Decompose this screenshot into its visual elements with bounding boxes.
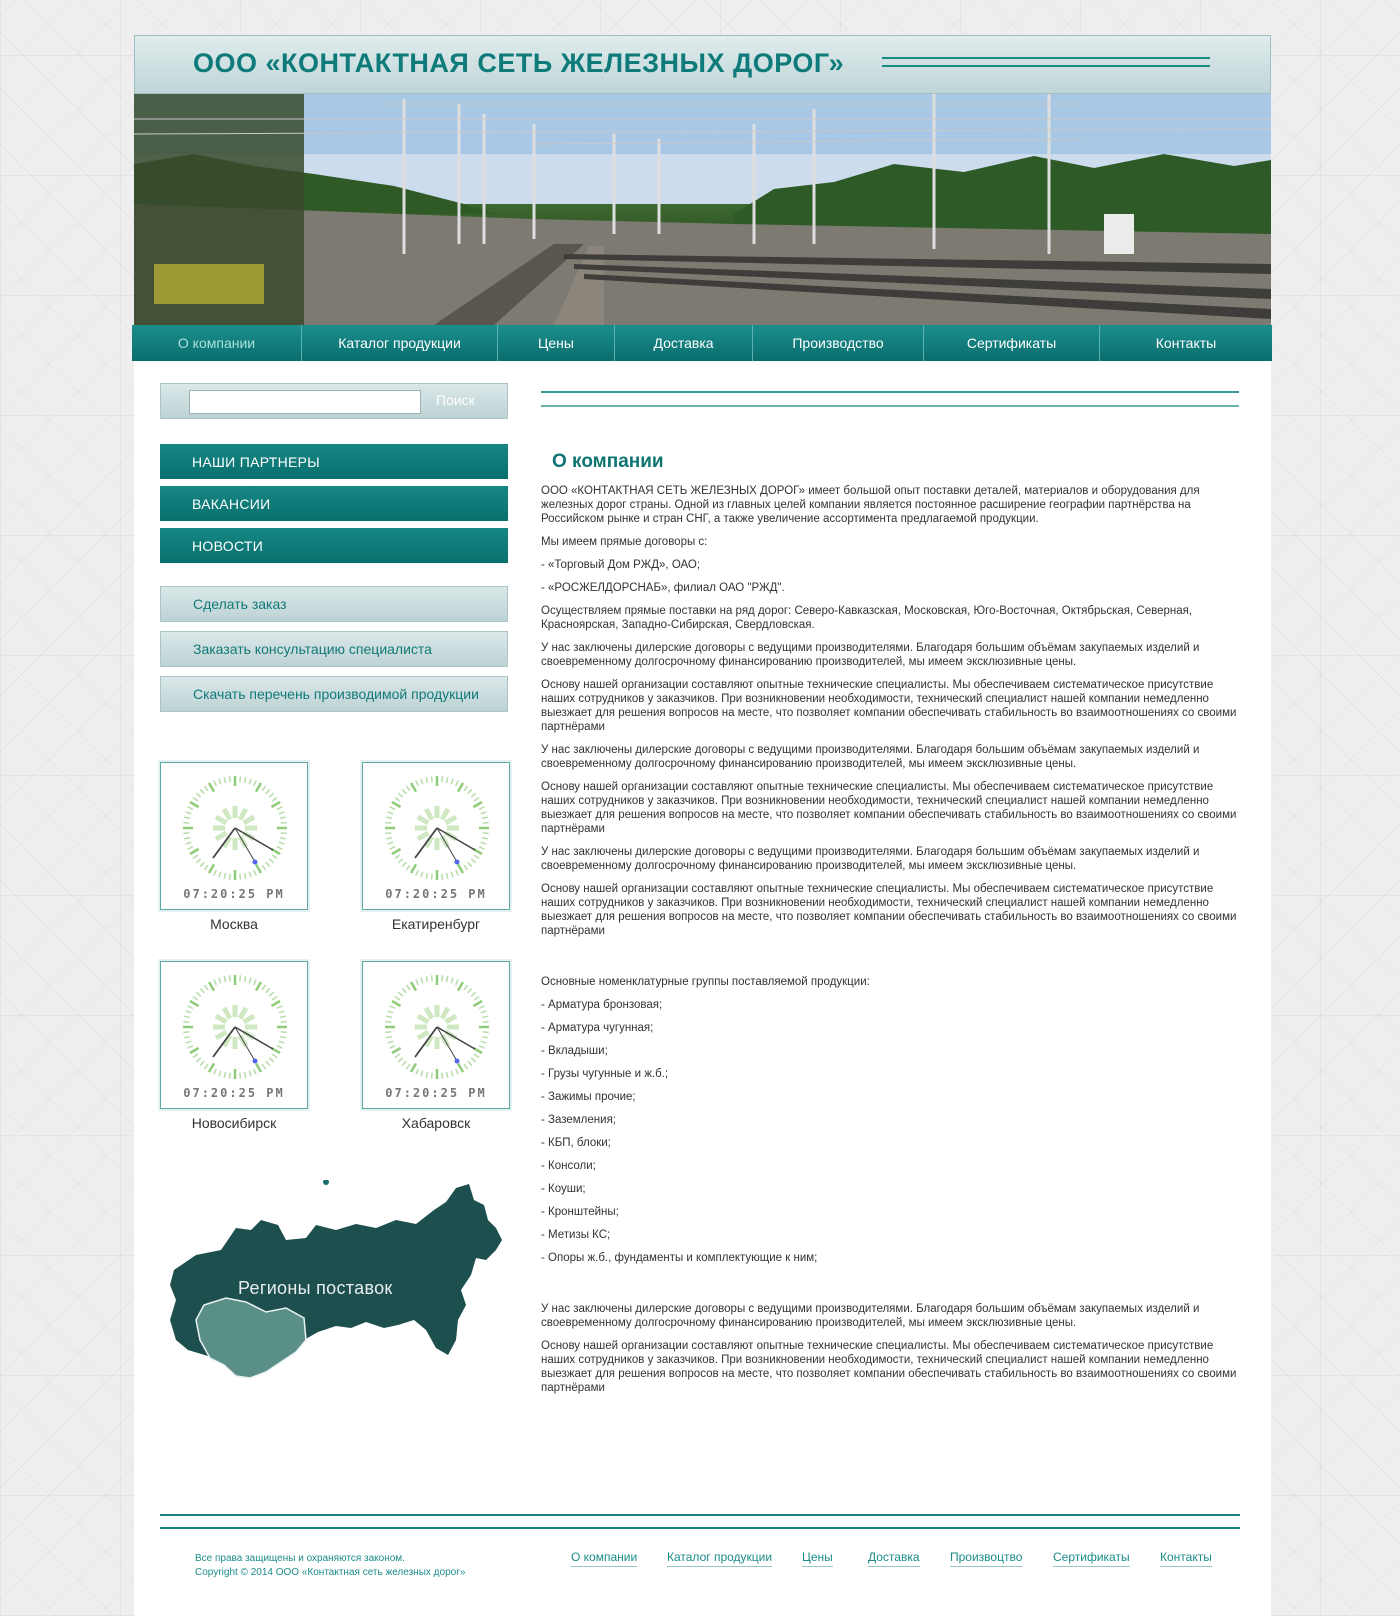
clock-time: 07:20:25 PM [385, 887, 487, 901]
article-paragraph: Основу нашей организации составляют опытные технические специалисты. Мы обеспечиваем систематическое присутствие наших сотрудников у заказчиков. При возникновении необходимости, технический специалист нашей компании немедленно выезжает для решения вопросов на месте, что позволяет компании обеспечивать стабильность во взаимоотношениях со своими партнёрами [541, 883, 1237, 937]
article-body [541, 484, 1241, 1404]
clock-city-label: Екатиренбург [391, 916, 481, 932]
product-group-item: - Заземления; [541, 1114, 616, 1126]
product-group-item: - Зажимы прочие; [541, 1091, 636, 1103]
product-group-item: - КБП, блоки; [541, 1137, 611, 1149]
article-paragraph: Основу нашей организации составляют опытные технические специалисты. Мы обеспечиваем систематическое присутствие наших сотрудников у заказчиков. При возникновении необходимости, технический специалист нашей компании немедленно выезжает для решения вопросов на месте, что позволяет компании обеспечивать стабильность во взаимоотношениях со своими партнёрами [541, 781, 1237, 835]
article-paragraph: ООО «КОНТАКТНАЯ СЕТЬ ЖЕЛЕЗНЫХ ДОРОГ» имеет большой опыт поставки деталей, материалов и оборудования для железных дорог страны. Одной из главных целей компании является постоянное расширение географии партнёрства на Российском рынке и стран СНГ, а также увеличение ассортимента предлагаемой продукции. [541, 485, 1200, 525]
request-consultation-button[interactable]: Заказать консультацию специалиста [160, 631, 508, 667]
map-label: Регионы поставок [238, 1278, 393, 1298]
nav-item-certificates[interactable]: Сертификаты [924, 325, 1100, 361]
article-paragraph: У нас заключены дилерские договоры с ведущими производителями. Благодаря большим объёмам закупаемых изделий и своевременному долгосрочному финансированию производителей, мы имеем эксклюзивные цены. [541, 846, 1200, 872]
clock-face-icon [377, 970, 497, 1085]
article-paragraph: Осуществляем прямые поставки на ряд дорог: Северо-Кавказская, Московская, Юго-Восточная, Октябрьская, Северная, Красноярская, Западно-Сибирская, Свердловская. [541, 605, 1193, 631]
site-title: ООО «КОНТАКТНАЯ СЕТЬ ЖЕЛЕЗНЫХ ДОРОГ» [193, 48, 845, 78]
side-menu-vacancies[interactable]: ВАКАНСИИ [160, 486, 508, 521]
article-paragraph: - «РОСЖЕЛДОРСНАБ», филиал ОАО "РЖД". [541, 582, 785, 594]
side-menu-news[interactable]: НОВОСТИ [160, 528, 508, 563]
clock-widget-khabarovsk [362, 961, 510, 1109]
delivery-regions-map[interactable] [166, 1180, 510, 1395]
title-decoration-lines [882, 57, 1210, 75]
clock-city-label: Хабаровск [401, 1115, 471, 1131]
search-box [160, 383, 508, 419]
side-menu-partners[interactable]: НАШИ ПАРТНЕРЫ [160, 444, 508, 479]
footer-link-contacts[interactable]: Контакты [1160, 1550, 1212, 1567]
search-input[interactable] [189, 390, 421, 414]
make-order-button[interactable]: Сделать заказ [160, 586, 508, 622]
clock-face-icon [175, 771, 295, 886]
product-group-item: - Метизы КС; [541, 1229, 611, 1241]
clock-face-icon [175, 970, 295, 1085]
footer-link-catalog[interactable]: Каталог продукции [667, 1550, 772, 1567]
content-decoration-lines [541, 391, 1239, 407]
header-bar [134, 35, 1271, 94]
search-button[interactable]: Поиск [436, 392, 475, 408]
footer-link-about[interactable]: О компании [571, 1550, 637, 1567]
clock-widget-novosibirsk [160, 961, 308, 1109]
footer-divider [160, 1514, 1240, 1529]
nav-item-contacts[interactable]: Контакты [1155, 335, 1217, 351]
clock-time: 07:20:25 PM [183, 887, 285, 901]
clock-city-label: Москва [210, 916, 258, 932]
footer-link-production[interactable]: Произвоцтво [950, 1550, 1022, 1567]
footer-rights-text: Все права защищены и охраняются законом. [195, 1553, 405, 1564]
article-paragraph: У нас заключены дилерские договоры с ведущими производителями. Благодаря большим объёмам закупаемых изделий и своевременному долгосрочному финансированию производителей, мы имеем эксклюзивные цены. [541, 744, 1200, 770]
clock-time: 07:20:25 PM [183, 1086, 285, 1100]
page-container [134, 35, 1271, 1616]
footer-link-prices[interactable]: Цены [802, 1550, 833, 1567]
page-title: О компании [552, 451, 664, 472]
product-group-item: - Кронштейны; [541, 1206, 619, 1218]
action-links [160, 586, 508, 721]
clock-widget-moscow [160, 762, 308, 910]
download-product-list-button[interactable]: Скачать перечень производимой продукции [160, 676, 508, 712]
product-group-item: - Опоры ж.б., фундаменты и комплектующие к ним; [541, 1252, 818, 1264]
article-paragraph: Основу нашей организации составляют опытные технические специалисты. Мы обеспечиваем систематическое присутствие наших сотрудников у заказчиков. При возникновении необходимости, технический специалист нашей компании немедленно выезжает для решения вопросов на месте, что позволяет компании обеспечивать стабильность во взаимоотношениях со своими партнёрами [541, 1340, 1237, 1394]
footer-link-delivery[interactable]: Доставка [868, 1550, 920, 1567]
article-paragraph: Мы имеем прямые договоры с: [541, 536, 708, 548]
footer-copyright [195, 1552, 465, 1580]
clock-city-label: Новосибирск [191, 1115, 277, 1131]
product-group-item: - Арматура чугунная; [541, 1022, 654, 1034]
nav-item-delivery[interactable]: Доставка [615, 325, 753, 361]
article-paragraph: У нас заключены дилерские договоры с ведущими производителями. Благодаря большим объёмам закупаемых изделий и своевременному долгосрочному финансированию производителей, мы имеем эксклюзивные цены. [541, 1303, 1200, 1329]
footer-link-certificates[interactable]: Сертификаты [1053, 1550, 1130, 1567]
clock-time: 07:20:25 PM [385, 1086, 487, 1100]
product-group-item: - Арматура бронзовая; [541, 999, 663, 1011]
main-navigation [132, 325, 1272, 361]
banner-illustration [134, 94, 1271, 325]
railway-banner-image [134, 94, 1271, 325]
nav-item-production[interactable]: Производство [753, 325, 924, 361]
footer-copyright-text: Copyright © 2014 ООО «Контактная сеть железных дорог» [195, 1567, 466, 1578]
nav-item-prices[interactable]: Цены [498, 325, 615, 361]
product-group-item: - Вкладыши; [541, 1045, 608, 1057]
product-group-item: - Грузы чугунные и ж.б.; [541, 1068, 669, 1080]
product-group-item: - Консоли; [541, 1160, 596, 1172]
product-group-item: - Коуши; [541, 1183, 586, 1195]
nav-item-catalog[interactable]: Каталог продукции [302, 325, 498, 361]
nav-item-about[interactable]: О компании [132, 325, 302, 361]
article-paragraph: У нас заключены дилерские договоры с ведущими производителями. Благодаря большим объёмам закупаемых изделий и своевременному долгосрочному финансированию производителей, мы имеем эксклюзивные цены. [541, 642, 1200, 668]
product-groups-title: Основные номенклатурные группы поставляемой продукции: [541, 976, 870, 988]
article-paragraph: - «Торговый Дом РЖД», ОАО; [541, 559, 701, 571]
article-paragraph: Основу нашей организации составляют опытные технические специалисты. Мы обеспечиваем систематическое присутствие наших сотрудников у заказчиков. При возникновении необходимости, технический специалист нашей компании немедленно выезжает для решения вопросов на месте, что позволяет компании обеспечивать стабильность во взаимоотношениях со своими партнёрами [541, 679, 1237, 733]
clock-widget-ekaterinburg [362, 762, 510, 910]
side-menu [160, 444, 508, 570]
clock-face-icon [377, 771, 497, 886]
